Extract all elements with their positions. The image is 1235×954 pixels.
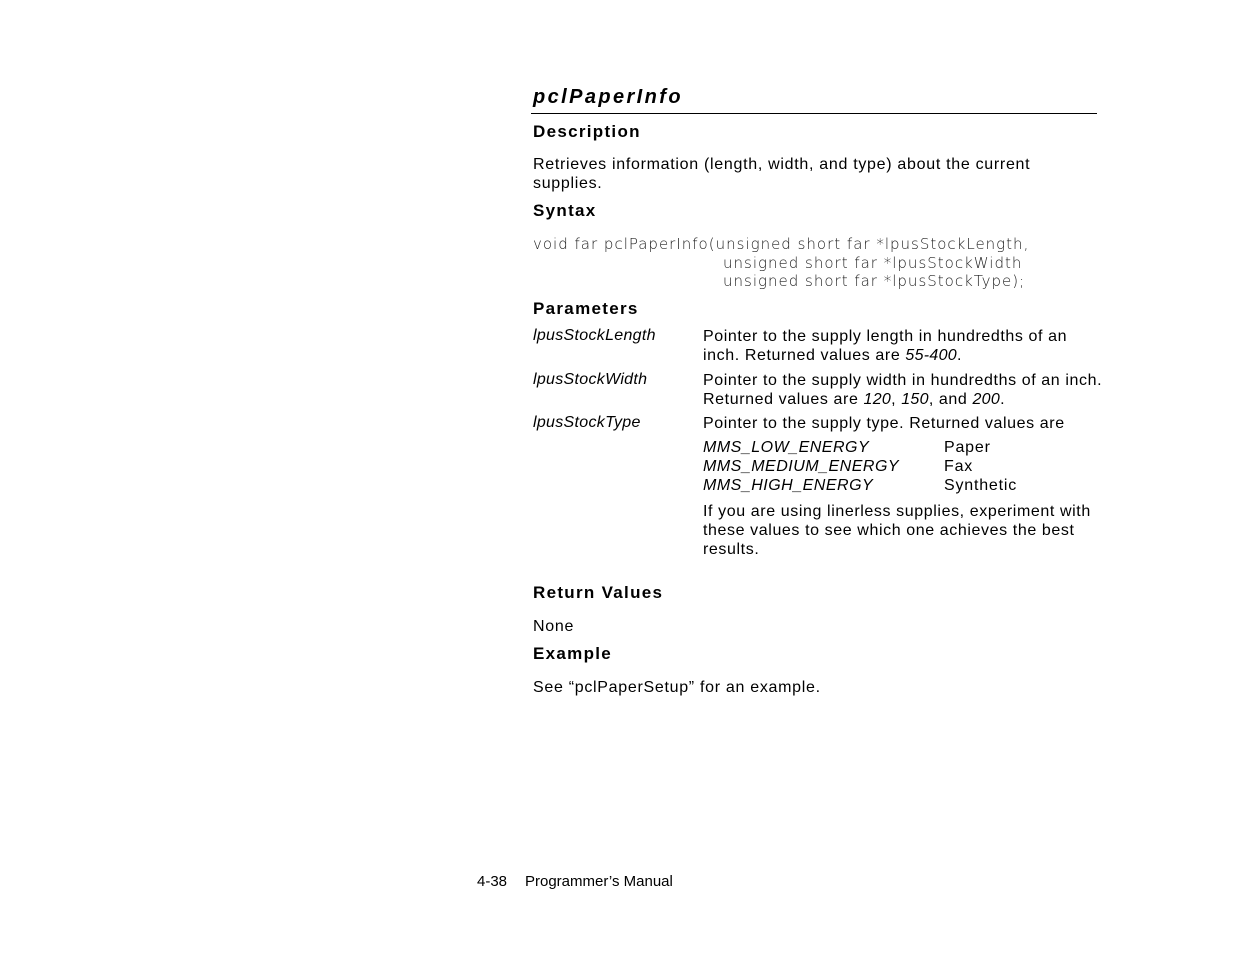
constant-meaning: Fax bbox=[944, 458, 974, 475]
param-name-stock-type: lpusStockType bbox=[533, 414, 641, 431]
page-number: 4-38 bbox=[477, 873, 508, 890]
constant-name: MMS_LOW_ENERGY bbox=[703, 439, 870, 456]
constant-meaning: Synthetic bbox=[944, 477, 1018, 494]
example-text: See “pclPaperSetup” for an example. bbox=[533, 679, 821, 696]
return-values-heading: Return Values bbox=[533, 583, 664, 602]
constant-name: MMS_MEDIUM_ENERGY bbox=[703, 458, 900, 475]
constant-name: MMS_HIGH_ENERGY bbox=[703, 477, 874, 494]
syntax-heading: Syntax bbox=[533, 201, 597, 220]
param-name-stock-length: lpusStockLength bbox=[533, 327, 656, 344]
constant-meaning: Paper bbox=[944, 439, 991, 456]
param-name-stock-width: lpusStockWidth bbox=[533, 371, 648, 388]
title-rule bbox=[531, 113, 1097, 114]
example-heading: Example bbox=[533, 644, 613, 663]
manual-title: Programmer’s Manual bbox=[525, 873, 673, 890]
param-desc-stock-type: Pointer to the supply type. Returned values are bbox=[703, 415, 1065, 432]
syntax-line-2: unsigned short far *lpusStockWidth bbox=[723, 254, 1023, 272]
description-heading: Description bbox=[533, 122, 641, 141]
description-text: Retrieves information (length, width, and type) about the current supplies. bbox=[533, 156, 1031, 192]
parameters-heading: Parameters bbox=[533, 299, 639, 318]
param-desc-stock-width: Pointer to the supply width in hundredths of an inch. Returned values are 120, 150, and 200. bbox=[703, 372, 1103, 408]
syntax-line-3: unsigned short far *lpusStockType); bbox=[723, 272, 1026, 290]
return-values-text: None bbox=[533, 618, 575, 635]
param-note-linerless: If you are using linerless supplies, experiment with these values to see which one achieves the best results. bbox=[703, 503, 1091, 558]
page-title: pclPaperInfo bbox=[533, 86, 683, 108]
param-desc-stock-length: Pointer to the supply length in hundredths of an inch. Returned values are 55-400. bbox=[703, 328, 1068, 364]
syntax-line-1: void far pclPaperInfo(unsigned short far *lpusStockLength, bbox=[533, 235, 1030, 253]
